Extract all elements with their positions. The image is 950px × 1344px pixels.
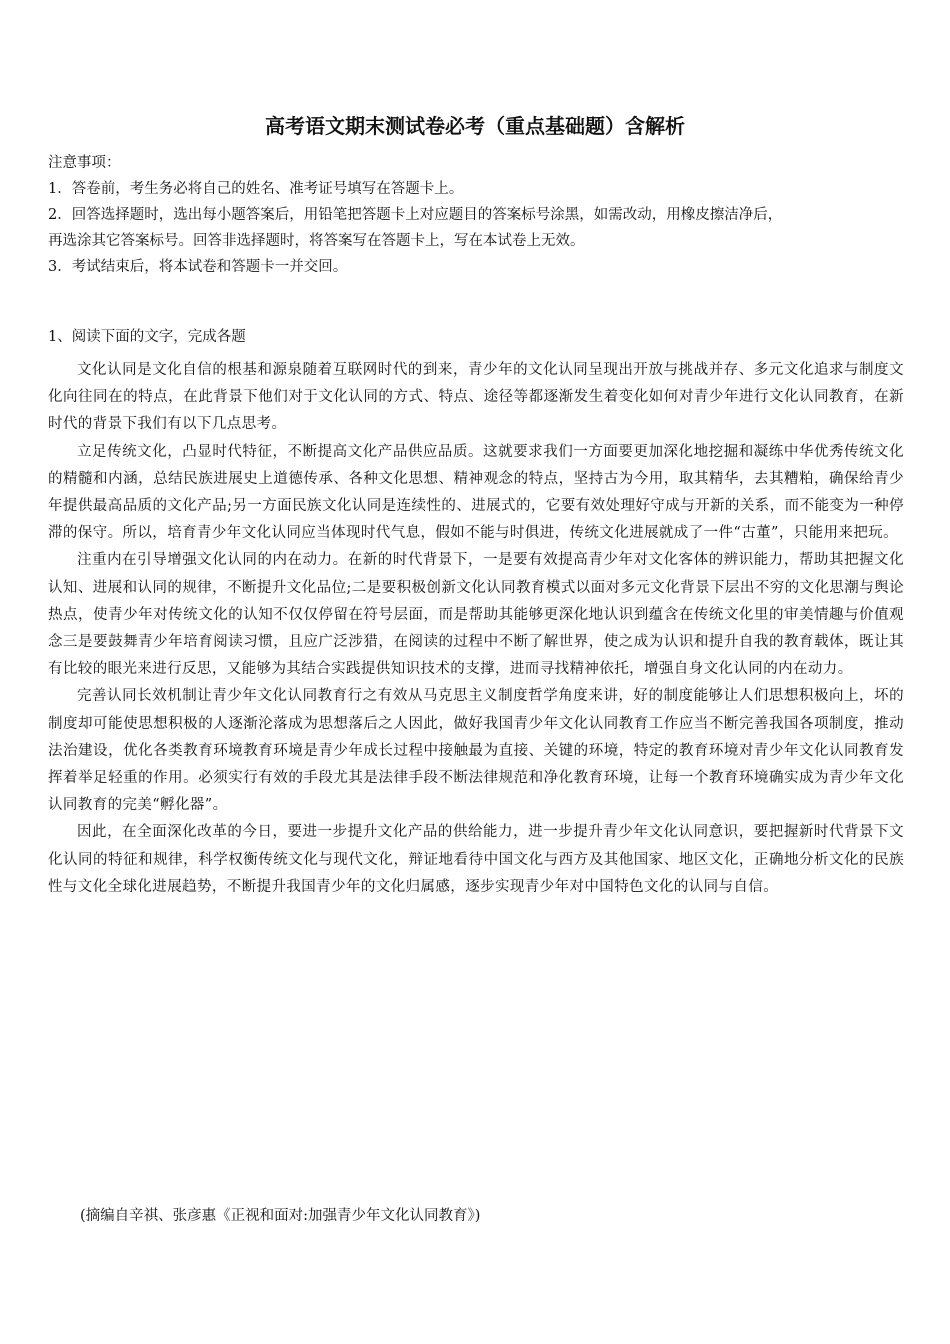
passage-paragraph: 完善认同长效机制让青少年文化认同教育行之有效从马克思主义制度哲学角度来讲，好的制度能够让人们思想积极向上，坏的制度却可能使思想积极的人逐渐沦落成为思想落后之人因此，做好我国青少年文化认同教育工作应当不断完善我国各项制度，推动法治建设，优化各类教育环境教育环境是青少年成长过程中接触最为直接、关键的环境，特定的教育环境对青少年文化认同教育发挥着举足轻重的作用。必须实行有效的手段尤其是法律手段不断法律规范和净化教育环境，让每一个教育环境确实成为青少年文化认同教育的完美“孵化器”。 xyxy=(48,688,904,814)
notice-item: 再选涂其它答案标号。回答非选择题时，将答案写在答题卡上，写在本试卷上无效。 xyxy=(48,233,585,249)
notice-item: 3．考试结束后，将本试卷和答题卡一并交回。 xyxy=(48,259,348,275)
notice-section xyxy=(48,150,908,280)
notice-heading: 注意事项： xyxy=(48,155,121,171)
question-heading: 1、阅读下面的文字，完成各题 xyxy=(48,329,246,345)
notice-item: 2．回答选择题时，选出每小题答案后，用铅笔把答题卡上对应题目的答案标号涂黑，如需改动，用橡皮擦洁净后， xyxy=(48,207,783,223)
passage-paragraph: 注重内在引导增强文化认同的内在动力。在新的时代背景下，一是要有效提高青少年对文化客体的辨识能力，帮助其把握文化认知、进展和认同的规律，不断提升文化品位;二是要积极创新文化认同教育模式以面对多元文化背景下层出不穷的文化思潮与舆论热点，使青少年对传统文化的认知不仅仅停留在符号层面，而是帮助其能够更深化地认识到蕴含在传统文化里的审美情趣与价值观念三是要鼓舞青少年培育阅读习惯，且应广泛涉猎，在阅读的过程中不断了解世界，使之成为认识和提升自我的教育载体，既让其有比较的眼光来进行反思，又能够为其结合实践提供知识技术的支撑，进而寻找精神依托，增强自身文化认同的内在动力。 xyxy=(48,552,904,678)
reading-passage xyxy=(48,357,904,901)
document-title: 高考语文期末测试卷必考（重点基础题）含解析 xyxy=(265,114,685,138)
passage-paragraph: 因此，在全面深化改革的今日，要进一步提升文化产品的供给能力，进一步提升青少年文化认同意识，要把握新时代背景下文化认同的特征和规律，科学权衡传统文化与现代文化，辩证地看待中国文化与西方及其他国家、地区文化，正确地分析文化的民族性与文化全球化进展趋势，不断提升我国青少年的文化归属感，逐步实现青少年对中国特色文化的认同与自信。 xyxy=(48,824,904,895)
notice-item: 1．答卷前，考生务必将自己的姓名、准考证号填写在答题卡上。 xyxy=(48,181,464,197)
passage-paragraph: 文化认同是文化自信的根基和源泉随着互联网时代的到来，青少年的文化认同呈现出开放与挑战并存、多元文化追求与制度文化向往同在的特点，在此背景下他们对于文化认同的方式、特点、途径等都逐渐发生着变化如何对青少年进行文化认同教育，在新时代的背景下我们有以下几点思考。 xyxy=(48,362,904,433)
passage-paragraph: 立足传统文化，凸显时代特征，不断提高文化产品供应品质。这就要求我们一方面要更加深化地挖掘和凝练中华优秀传统文化的精髓和内涵，总结民族进展史上道德传承、各种文化思想、精神观念的特点，坚持古为今用，取其精华，去其糟粕，确保给青少年提供最高品质的文化产品;另一方面民族文化认同是连续性的、进展式的，它要有效处理好守成与开新的关系，而不能变为一种停滞的保守。所以，培育青少年文化认同应当体现时代气息，假如不能与时俱进，传统文化进展就成了一件“古董”，只能用来把玩。 xyxy=(48,443,904,542)
passage-source: (摘编自辛祺、张彦惠《正视和面对:加强青少年文化认同教育》) xyxy=(80,1208,481,1224)
